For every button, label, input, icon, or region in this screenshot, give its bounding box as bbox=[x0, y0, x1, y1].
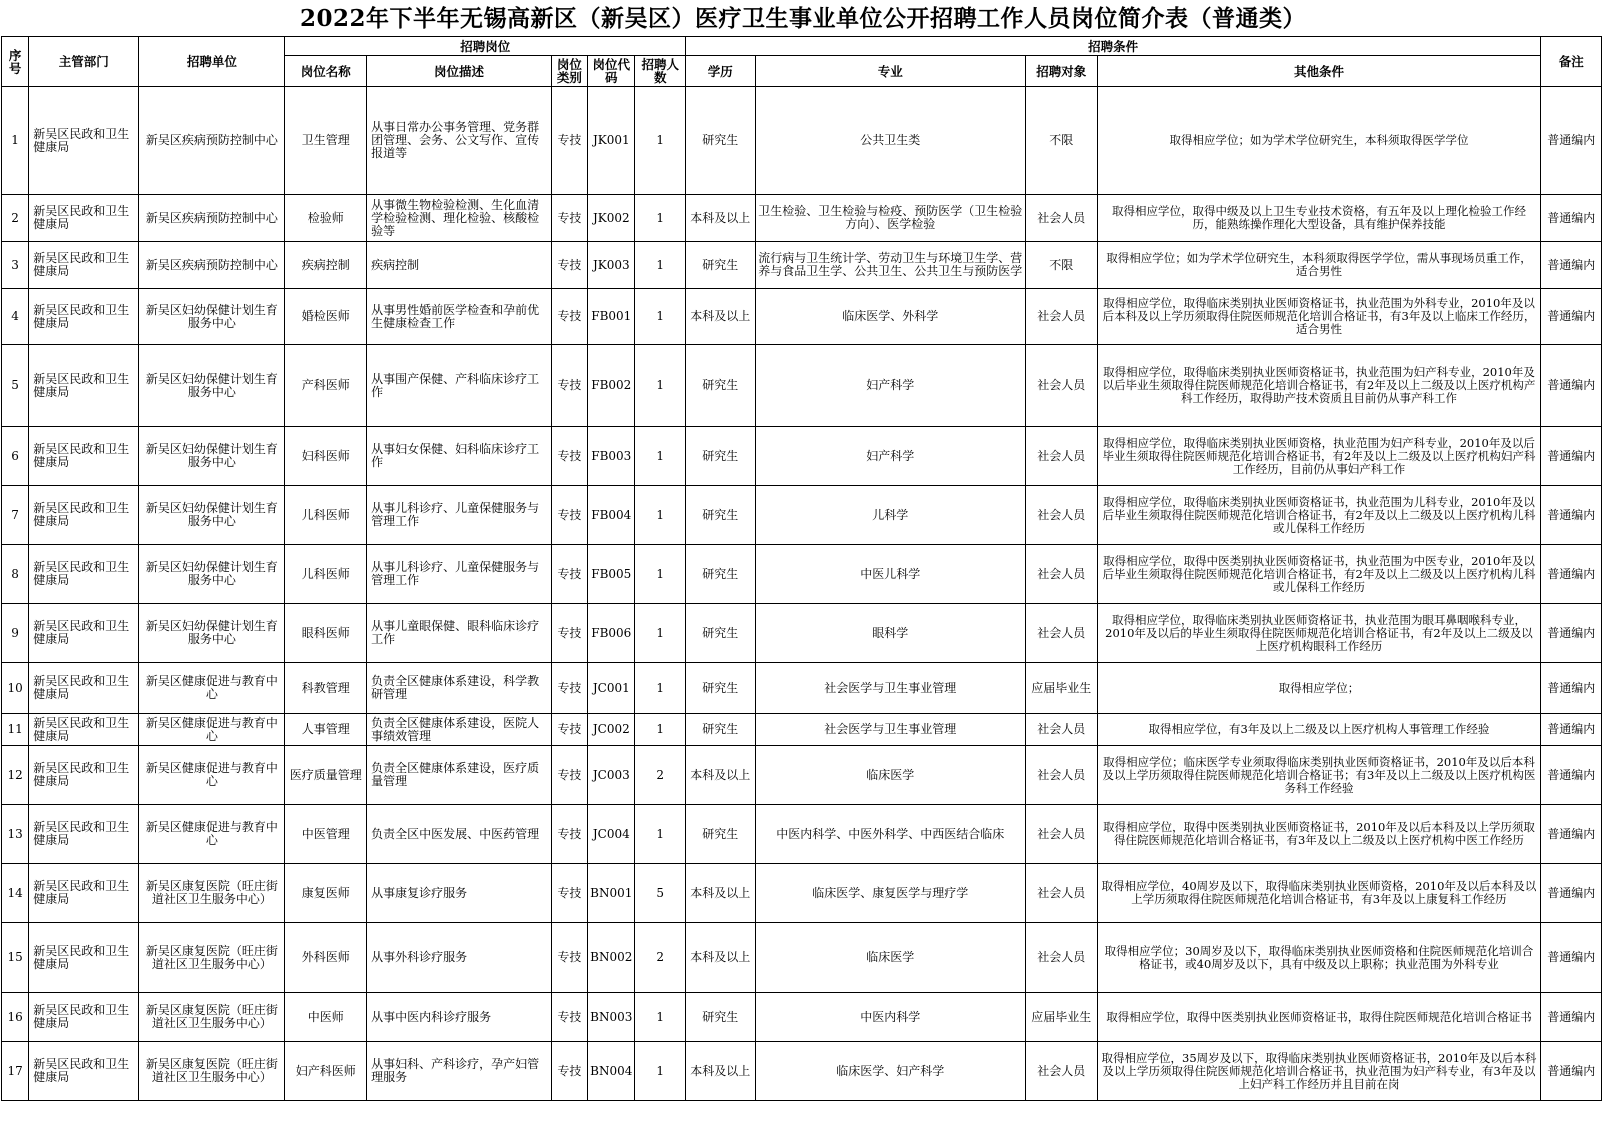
cell-dept: 新吴区民政和卫生健康局 bbox=[29, 345, 139, 427]
cell-post-code: JK002 bbox=[588, 195, 635, 242]
cell-target: 社会人员 bbox=[1025, 486, 1097, 545]
header-count: 招聘人数 bbox=[635, 56, 685, 87]
cell-edu: 本科及以上 bbox=[685, 746, 755, 805]
cell-post-name: 卫生管理 bbox=[285, 87, 367, 195]
cell-post-type: 专技 bbox=[551, 545, 587, 604]
cell-unit: 新吴区疾病预防控制中心 bbox=[139, 87, 285, 195]
cell-dept: 新吴区民政和卫生健康局 bbox=[29, 1042, 139, 1101]
cell-unit: 新吴区健康促进与教育中心 bbox=[139, 746, 285, 805]
cell-post-type: 专技 bbox=[551, 864, 587, 923]
cell-dept: 新吴区民政和卫生健康局 bbox=[29, 195, 139, 242]
cell-edu: 研究生 bbox=[685, 663, 755, 714]
cell-post-code: FB001 bbox=[588, 289, 635, 345]
cell-post-desc: 从事儿童眼保健、眼科临床诊疗工作 bbox=[367, 604, 552, 663]
cell-dept: 新吴区民政和卫生健康局 bbox=[29, 923, 139, 993]
cell-post-name: 科教管理 bbox=[285, 663, 367, 714]
cell-seq: 10 bbox=[2, 663, 29, 714]
cell-note: 普通编内 bbox=[1541, 427, 1602, 486]
cell-note: 普通编内 bbox=[1541, 864, 1602, 923]
table-row bbox=[2, 427, 1602, 486]
cell-post-code: FB003 bbox=[588, 427, 635, 486]
page-title: 2022年下半年无锡高新区（新吴区）医疗卫生事业单位公开招聘工作人员岗位简介表（普通类） bbox=[299, 5, 1306, 32]
cell-note: 普通编内 bbox=[1541, 486, 1602, 545]
cell-unit: 新吴区康复医院（旺庄街道社区卫生服务中心） bbox=[139, 1042, 285, 1101]
cell-other: 取得相应学位，35周岁及以下，取得临床类别执业医师资格证书，2010年及以后本科及以上学历须取得住院医师规范化培训合格证书，执业范围为妇产科专业，有3年及以上妇产科工作经历并且目前在岗 bbox=[1097, 1042, 1541, 1101]
cell-post-desc: 疾病控制 bbox=[367, 242, 552, 289]
cell-note: 普通编内 bbox=[1541, 87, 1602, 195]
cell-note: 普通编内 bbox=[1541, 805, 1602, 864]
cell-unit: 新吴区妇幼保健计划生育服务中心 bbox=[139, 486, 285, 545]
cell-dept: 新吴区民政和卫生健康局 bbox=[29, 604, 139, 663]
cell-seq: 2 bbox=[2, 195, 29, 242]
cell-target: 社会人员 bbox=[1025, 864, 1097, 923]
cell-edu: 研究生 bbox=[685, 427, 755, 486]
cell-post-type: 专技 bbox=[551, 195, 587, 242]
cell-post-name: 儿科医师 bbox=[285, 486, 367, 545]
cell-post-name: 儿科医师 bbox=[285, 545, 367, 604]
cell-count: 1 bbox=[635, 604, 685, 663]
cell-other: 取得相应学位，取得临床类别执业医师资格证书，执业范围为妇产科专业，2010年及以后毕业生须取得住院医师规范化培训合格证书，有2年及以上二级及以上医疗机构产科工作经历，取得助产技术资质且目前仍从事产科工作 bbox=[1097, 345, 1541, 427]
cell-post-desc: 从事日常办公事务管理、党务群团管理、会务、公文写作、宣传报道等 bbox=[367, 87, 552, 195]
cell-post-code: FB006 bbox=[588, 604, 635, 663]
cell-post-code: FB002 bbox=[588, 345, 635, 427]
cell-dept: 新吴区民政和卫生健康局 bbox=[29, 805, 139, 864]
table-row bbox=[2, 714, 1602, 746]
cell-note: 普通编内 bbox=[1541, 195, 1602, 242]
table-row bbox=[2, 746, 1602, 805]
cell-post-type: 专技 bbox=[551, 805, 587, 864]
cell-edu: 研究生 bbox=[685, 486, 755, 545]
cell-major: 妇产科学 bbox=[755, 427, 1025, 486]
cell-unit: 新吴区疾病预防控制中心 bbox=[139, 242, 285, 289]
header-seq: 序号 bbox=[2, 37, 29, 87]
cell-seq: 15 bbox=[2, 923, 29, 993]
cell-target: 社会人员 bbox=[1025, 805, 1097, 864]
cell-post-desc: 负责全区健康体系建设，医院人事绩效管理 bbox=[367, 714, 552, 746]
table-row bbox=[2, 87, 1602, 195]
table-row bbox=[2, 805, 1602, 864]
cell-post-type: 专技 bbox=[551, 87, 587, 195]
cell-post-name: 中医师 bbox=[285, 993, 367, 1042]
cell-count: 1 bbox=[635, 427, 685, 486]
cell-other: 取得相应学位，40周岁及以下，取得临床类别执业医师资格，2010年及以后本科及以上学历须取得住院医师规范化培训合格证书，有3年及以上康复科工作经历 bbox=[1097, 864, 1541, 923]
cell-edu: 本科及以上 bbox=[685, 195, 755, 242]
cell-note: 普通编内 bbox=[1541, 746, 1602, 805]
cell-other: 取得相应学位，取得临床类别执业医师资格证书，执业范围为外科专业，2010年及以后本科及以上学历须取得住院医师规范化培训合格证书，有3年及以上临床工作经历，适合男性 bbox=[1097, 289, 1541, 345]
cell-seq: 4 bbox=[2, 289, 29, 345]
cell-count: 1 bbox=[635, 345, 685, 427]
cell-note: 普通编内 bbox=[1541, 604, 1602, 663]
cell-post-code: FB004 bbox=[588, 486, 635, 545]
cell-post-type: 专技 bbox=[551, 486, 587, 545]
cell-edu: 研究生 bbox=[685, 545, 755, 604]
cell-post-name: 检验师 bbox=[285, 195, 367, 242]
cell-post-name: 妇科医师 bbox=[285, 427, 367, 486]
cell-post-code: BN004 bbox=[588, 1042, 635, 1101]
table-row bbox=[2, 1042, 1602, 1101]
cell-other: 取得相应学位，取得临床类别执业医师资格证书，执业范围为儿科专业，2010年及以后毕业生须取得住院医师规范化培训合格证书，有2年及以上二级及以上医疗机构儿科或儿保科工作经历 bbox=[1097, 486, 1541, 545]
cell-post-desc: 负责全区中医发展、中医药管理 bbox=[367, 805, 552, 864]
cell-post-desc: 从事中医内科诊疗服务 bbox=[367, 993, 552, 1042]
cell-seq: 1 bbox=[2, 87, 29, 195]
cell-dept: 新吴区民政和卫生健康局 bbox=[29, 427, 139, 486]
cell-unit: 新吴区健康促进与教育中心 bbox=[139, 805, 285, 864]
cell-count: 1 bbox=[635, 993, 685, 1042]
cell-count: 1 bbox=[635, 714, 685, 746]
cell-post-type: 专技 bbox=[551, 604, 587, 663]
cell-unit: 新吴区妇幼保健计划生育服务中心 bbox=[139, 604, 285, 663]
cell-post-type: 专技 bbox=[551, 1042, 587, 1101]
cell-major: 社会医学与卫生事业管理 bbox=[755, 663, 1025, 714]
cell-target: 社会人员 bbox=[1025, 289, 1097, 345]
header-post-group: 招聘岗位 bbox=[285, 37, 685, 56]
cell-count: 1 bbox=[635, 805, 685, 864]
cell-post-desc: 从事儿科诊疗、儿童保健服务与管理工作 bbox=[367, 545, 552, 604]
cell-major: 中医儿科学 bbox=[755, 545, 1025, 604]
cell-post-name: 妇产科医师 bbox=[285, 1042, 367, 1101]
cell-seq: 12 bbox=[2, 746, 29, 805]
cell-post-desc: 从事儿科诊疗、儿童保健服务与管理工作 bbox=[367, 486, 552, 545]
cell-unit: 新吴区妇幼保健计划生育服务中心 bbox=[139, 289, 285, 345]
table-row bbox=[2, 864, 1602, 923]
cell-major: 儿科学 bbox=[755, 486, 1025, 545]
cell-major: 公共卫生类 bbox=[755, 87, 1025, 195]
cell-other: 取得相应学位，取得临床类别执业医师资格证书，执业范围为眼耳鼻咽喉科专业，2010年及以后的毕业生须取得住院医师规范化培训合格证书，有2年及以上二级及以上医疗机构眼科工作经历 bbox=[1097, 604, 1541, 663]
cell-target: 应届毕业生 bbox=[1025, 663, 1097, 714]
cell-dept: 新吴区民政和卫生健康局 bbox=[29, 864, 139, 923]
cell-note: 普通编内 bbox=[1541, 289, 1602, 345]
cell-seq: 6 bbox=[2, 427, 29, 486]
cell-other: 取得相应学位，有3年及以上二级及以上医疗机构人事管理工作经验 bbox=[1097, 714, 1541, 746]
cell-dept: 新吴区民政和卫生健康局 bbox=[29, 746, 139, 805]
cell-target: 社会人员 bbox=[1025, 923, 1097, 993]
cell-unit: 新吴区健康促进与教育中心 bbox=[139, 663, 285, 714]
cell-post-desc: 负责全区健康体系建设，科学教研管理 bbox=[367, 663, 552, 714]
cell-post-name: 中医管理 bbox=[285, 805, 367, 864]
cell-other: 取得相应学位，取得中级及以上卫生专业技术资格，有五年及以上理化检验工作经历，能熟练操作理化大型设备，具有维护保养技能 bbox=[1097, 195, 1541, 242]
cell-count: 1 bbox=[635, 87, 685, 195]
cell-dept: 新吴区民政和卫生健康局 bbox=[29, 545, 139, 604]
cell-edu: 本科及以上 bbox=[685, 923, 755, 993]
cell-post-desc: 从事微生物检验检测、生化血清学检验检测、理化检验、核酸检验等 bbox=[367, 195, 552, 242]
cell-post-type: 专技 bbox=[551, 746, 587, 805]
cell-target: 社会人员 bbox=[1025, 195, 1097, 242]
cell-major: 临床医学、外科学 bbox=[755, 289, 1025, 345]
cell-edu: 研究生 bbox=[685, 242, 755, 289]
table-row bbox=[2, 604, 1602, 663]
cell-post-type: 专技 bbox=[551, 345, 587, 427]
cell-post-desc: 负责全区健康体系建设，医疗质量管理 bbox=[367, 746, 552, 805]
cell-count: 1 bbox=[635, 545, 685, 604]
cell-count: 1 bbox=[635, 663, 685, 714]
cell-dept: 新吴区民政和卫生健康局 bbox=[29, 714, 139, 746]
cell-major: 临床医学 bbox=[755, 923, 1025, 993]
cell-edu: 研究生 bbox=[685, 993, 755, 1042]
cell-target: 应届毕业生 bbox=[1025, 993, 1097, 1042]
cell-dept: 新吴区民政和卫生健康局 bbox=[29, 87, 139, 195]
table-row bbox=[2, 289, 1602, 345]
cell-post-desc: 从事外科诊疗服务 bbox=[367, 923, 552, 993]
cell-unit: 新吴区疾病预防控制中心 bbox=[139, 195, 285, 242]
cell-post-type: 专技 bbox=[551, 923, 587, 993]
cell-post-name: 眼科医师 bbox=[285, 604, 367, 663]
cell-edu: 研究生 bbox=[685, 714, 755, 746]
cell-dept: 新吴区民政和卫生健康局 bbox=[29, 486, 139, 545]
table-row bbox=[2, 242, 1602, 289]
cell-seq: 13 bbox=[2, 805, 29, 864]
cell-post-type: 专技 bbox=[551, 242, 587, 289]
cell-other: 取得相应学位； bbox=[1097, 663, 1541, 714]
cell-dept: 新吴区民政和卫生健康局 bbox=[29, 289, 139, 345]
cell-post-desc: 从事康复诊疗服务 bbox=[367, 864, 552, 923]
header-dept: 主管部门 bbox=[29, 37, 139, 87]
cell-unit: 新吴区健康促进与教育中心 bbox=[139, 714, 285, 746]
cell-post-type: 专技 bbox=[551, 289, 587, 345]
cell-note: 普通编内 bbox=[1541, 242, 1602, 289]
cell-count: 2 bbox=[635, 746, 685, 805]
cell-major: 卫生检验、卫生检验与检疫、预防医学（卫生检验方向）、医学检验 bbox=[755, 195, 1025, 242]
header-post-code: 岗位代码 bbox=[588, 56, 635, 87]
header-post-name: 岗位名称 bbox=[285, 56, 367, 87]
cell-target: 不限 bbox=[1025, 242, 1097, 289]
cell-dept: 新吴区民政和卫生健康局 bbox=[29, 663, 139, 714]
cell-major: 临床医学 bbox=[755, 746, 1025, 805]
cell-post-desc: 从事妇科、产科诊疗，孕产妇管理服务 bbox=[367, 1042, 552, 1101]
cell-edu: 研究生 bbox=[685, 345, 755, 427]
cell-target: 社会人员 bbox=[1025, 427, 1097, 486]
cell-major: 妇产科学 bbox=[755, 345, 1025, 427]
cell-seq: 8 bbox=[2, 545, 29, 604]
cell-post-type: 专技 bbox=[551, 663, 587, 714]
cell-other: 取得相应学位，取得中医类别执业医师资格证书，执业范围为中医专业，2010年及以后毕业生须取得住院医师规范化培训合格证书，有2年及以上二级及以上医疗机构儿科或儿保科工作经历 bbox=[1097, 545, 1541, 604]
cell-unit: 新吴区妇幼保健计划生育服务中心 bbox=[139, 545, 285, 604]
cell-other: 取得相应学位；如为学术学位研究生，本科须取得医学学位，需从事现场员重工作，适合男性 bbox=[1097, 242, 1541, 289]
cell-major: 中医内科学 bbox=[755, 993, 1025, 1042]
cell-post-name: 婚检医师 bbox=[285, 289, 367, 345]
cell-target: 社会人员 bbox=[1025, 604, 1097, 663]
cell-count: 2 bbox=[635, 923, 685, 993]
cell-post-name: 医疗质量管理 bbox=[285, 746, 367, 805]
cell-note: 普通编内 bbox=[1541, 714, 1602, 746]
header-unit: 招聘单位 bbox=[139, 37, 285, 87]
cell-other: 取得相应学位；临床医学专业须取得临床类别执业医师资格证书，2010年及以后本科及以上学历须取得住院医师规范化培训合格证书；有3年及以上二级及以上医疗机构医务科工作经验 bbox=[1097, 746, 1541, 805]
header-post-type: 岗位类别 bbox=[551, 56, 587, 87]
header-other: 其他条件 bbox=[1097, 56, 1541, 87]
job-table bbox=[1, 36, 1602, 1101]
cell-major: 眼科学 bbox=[755, 604, 1025, 663]
cell-post-code: FB005 bbox=[588, 545, 635, 604]
cell-post-code: JK001 bbox=[588, 87, 635, 195]
cell-count: 1 bbox=[635, 486, 685, 545]
cell-count: 1 bbox=[635, 195, 685, 242]
cell-seq: 14 bbox=[2, 864, 29, 923]
cell-post-code: JC004 bbox=[588, 805, 635, 864]
cell-seq: 17 bbox=[2, 1042, 29, 1101]
cell-note: 普通编内 bbox=[1541, 993, 1602, 1042]
cell-target: 社会人员 bbox=[1025, 746, 1097, 805]
cell-post-code: BN003 bbox=[588, 993, 635, 1042]
header-edu: 学历 bbox=[685, 56, 755, 87]
cell-count: 1 bbox=[635, 289, 685, 345]
table-body bbox=[2, 87, 1602, 1101]
cell-unit: 新吴区妇幼保健计划生育服务中心 bbox=[139, 345, 285, 427]
cell-seq: 16 bbox=[2, 993, 29, 1042]
cell-count: 5 bbox=[635, 864, 685, 923]
cell-post-desc: 从事妇女保健、妇科临床诊疗工作 bbox=[367, 427, 552, 486]
table-row bbox=[2, 663, 1602, 714]
table-row bbox=[2, 486, 1602, 545]
header-note: 备注 bbox=[1541, 37, 1602, 87]
cell-other: 取得相应学位；30周岁及以下，取得临床类别执业医师资格和住院医师规范化培训合格证书，或40周岁及以下，具有中级及以上职称；执业范围为外科专业 bbox=[1097, 923, 1541, 993]
cell-post-code: BN002 bbox=[588, 923, 635, 993]
cell-post-name: 康复医师 bbox=[285, 864, 367, 923]
cell-other: 取得相应学位；如为学术学位研究生，本科须取得医学学位 bbox=[1097, 87, 1541, 195]
cell-dept: 新吴区民政和卫生健康局 bbox=[29, 242, 139, 289]
cell-note: 普通编内 bbox=[1541, 923, 1602, 993]
header-cond-group: 招聘条件 bbox=[685, 37, 1540, 56]
cell-major: 临床医学、妇产科学 bbox=[755, 1042, 1025, 1101]
cell-other: 取得相应学位，取得中医类别执业医师资格证书，2010年及以后本科及以上学历须取得住院医师规范化培训合格证书，有3年及以上二级及以上医疗机构中医工作经历 bbox=[1097, 805, 1541, 864]
cell-edu: 研究生 bbox=[685, 805, 755, 864]
cell-post-type: 专技 bbox=[551, 427, 587, 486]
cell-post-code: JC001 bbox=[588, 663, 635, 714]
cell-edu: 本科及以上 bbox=[685, 864, 755, 923]
cell-note: 普通编内 bbox=[1541, 663, 1602, 714]
cell-target: 社会人员 bbox=[1025, 1042, 1097, 1101]
cell-edu: 研究生 bbox=[685, 87, 755, 195]
table-row bbox=[2, 195, 1602, 242]
cell-dept: 新吴区民政和卫生健康局 bbox=[29, 993, 139, 1042]
cell-major: 流行病与卫生统计学、劳动卫生与环境卫生学、营养与食品卫生学、公共卫生、公共卫生与预防医学 bbox=[755, 242, 1025, 289]
cell-post-code: JC003 bbox=[588, 746, 635, 805]
cell-unit: 新吴区康复医院（旺庄街道社区卫生服务中心） bbox=[139, 993, 285, 1042]
cell-post-name: 疾病控制 bbox=[285, 242, 367, 289]
cell-seq: 9 bbox=[2, 604, 29, 663]
cell-edu: 本科及以上 bbox=[685, 1042, 755, 1101]
cell-major: 临床医学、康复医学与理疗学 bbox=[755, 864, 1025, 923]
cell-post-code: BN001 bbox=[588, 864, 635, 923]
cell-other: 取得相应学位，取得中医类别执业医师资格证书，取得住院医师规范化培训合格证书 bbox=[1097, 993, 1541, 1042]
cell-post-type: 专技 bbox=[551, 714, 587, 746]
cell-post-name: 外科医师 bbox=[285, 923, 367, 993]
cell-post-code: JC002 bbox=[588, 714, 635, 746]
cell-target: 社会人员 bbox=[1025, 345, 1097, 427]
table-row bbox=[2, 993, 1602, 1042]
cell-target: 社会人员 bbox=[1025, 714, 1097, 746]
cell-seq: 11 bbox=[2, 714, 29, 746]
cell-unit: 新吴区康复医院（旺庄街道社区卫生服务中心） bbox=[139, 864, 285, 923]
cell-post-type: 专技 bbox=[551, 993, 587, 1042]
cell-seq: 3 bbox=[2, 242, 29, 289]
cell-count: 1 bbox=[635, 242, 685, 289]
cell-note: 普通编内 bbox=[1541, 1042, 1602, 1101]
table-row bbox=[2, 345, 1602, 427]
table-row bbox=[2, 923, 1602, 993]
cell-target: 不限 bbox=[1025, 87, 1097, 195]
cell-note: 普通编内 bbox=[1541, 545, 1602, 604]
cell-post-desc: 从事男性婚前医学检查和孕前优生健康检查工作 bbox=[367, 289, 552, 345]
header-post-desc: 岗位描述 bbox=[367, 56, 552, 87]
cell-note: 普通编内 bbox=[1541, 345, 1602, 427]
cell-unit: 新吴区妇幼保健计划生育服务中心 bbox=[139, 427, 285, 486]
cell-major: 社会医学与卫生事业管理 bbox=[755, 714, 1025, 746]
cell-post-desc: 从事围产保健、产科临床诊疗工作 bbox=[367, 345, 552, 427]
cell-target: 社会人员 bbox=[1025, 545, 1097, 604]
cell-edu: 研究生 bbox=[685, 604, 755, 663]
cell-major: 中医内科学、中医外科学、中西医结合临床 bbox=[755, 805, 1025, 864]
cell-count: 1 bbox=[635, 1042, 685, 1101]
cell-post-code: JK003 bbox=[588, 242, 635, 289]
cell-post-name: 人事管理 bbox=[285, 714, 367, 746]
header-major: 专业 bbox=[755, 56, 1025, 87]
header-target: 招聘对象 bbox=[1025, 56, 1097, 87]
cell-unit: 新吴区康复医院（旺庄街道社区卫生服务中心） bbox=[139, 923, 285, 993]
table-row bbox=[2, 545, 1602, 604]
cell-post-name: 产科医师 bbox=[285, 345, 367, 427]
cell-seq: 5 bbox=[2, 345, 29, 427]
cell-seq: 7 bbox=[2, 486, 29, 545]
cell-other: 取得相应学位，取得临床类别执业医师资格，执业范围为妇产科专业，2010年及以后毕业生须取得住院医师规范化培训合格证书，有2年及以上二级及以上医疗机构妇产科工作经历，目前仍从事妇产科工作 bbox=[1097, 427, 1541, 486]
cell-edu: 本科及以上 bbox=[685, 289, 755, 345]
